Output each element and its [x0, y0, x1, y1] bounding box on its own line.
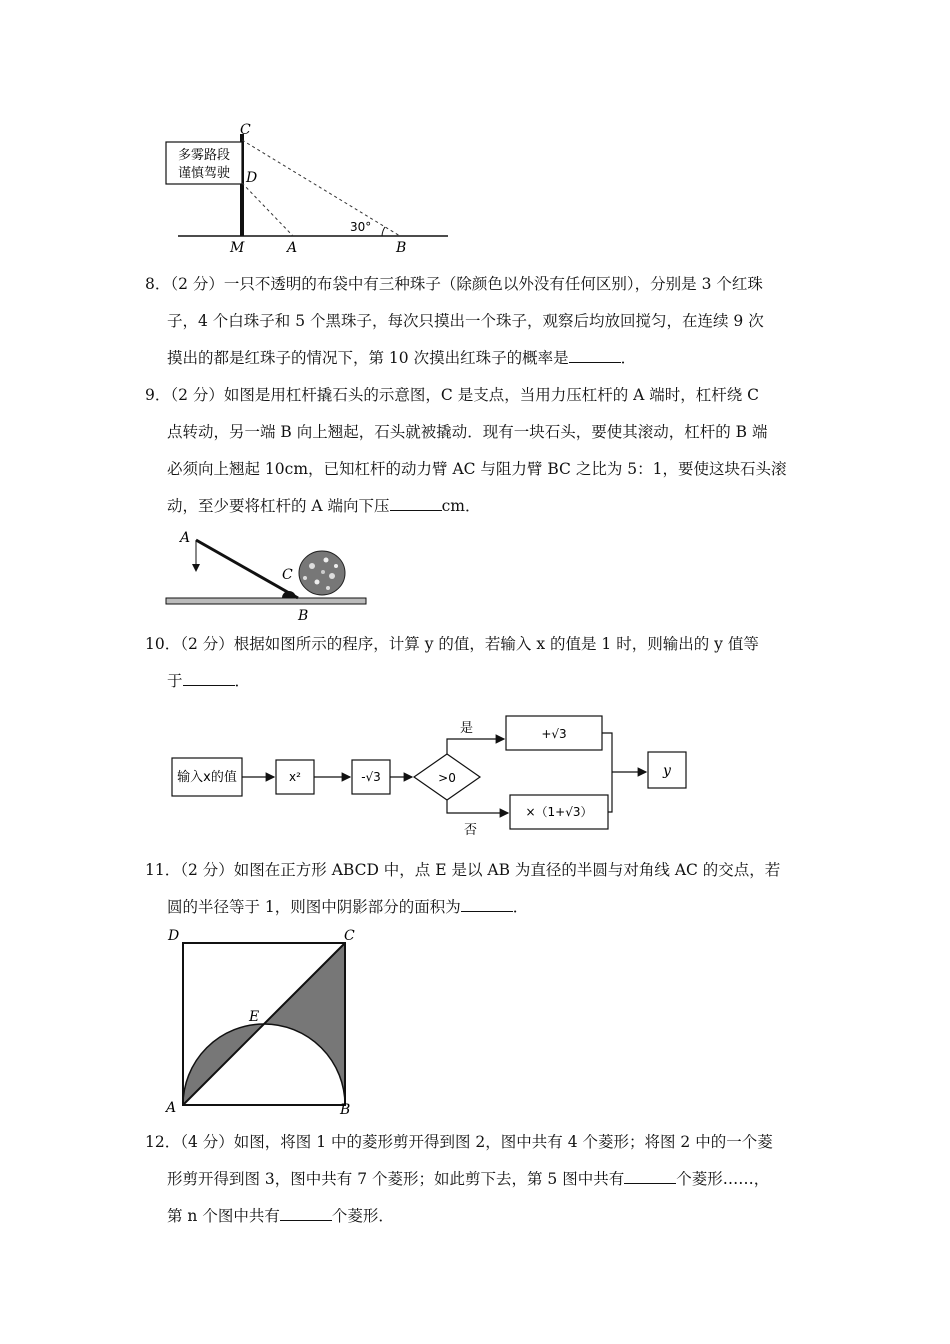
- q9-score: （2 分）: [170, 386, 224, 404]
- square-label-e: E: [249, 1009, 260, 1025]
- q12-score: （4 分）: [180, 1133, 234, 1151]
- q11-number: 11．: [145, 861, 181, 879]
- flowchart-figure: [160, 712, 700, 840]
- q8-score: （2 分）: [170, 275, 224, 293]
- lever-figure: [160, 528, 380, 624]
- q11-end: ．: [512, 898, 529, 916]
- q8-answer-blank[interactable]: [569, 348, 621, 363]
- sign-text-2: 谨慎驾驶: [177, 166, 231, 181]
- square-label-d: D: [168, 928, 180, 944]
- q10-score: （2 分）: [180, 635, 234, 653]
- q11-line2: 圆的半径等于 1，则图中阴影部分的面积为: [167, 898, 461, 916]
- q8-end: ．: [620, 349, 637, 367]
- q8-line1: 一只不透明的布袋中有三种珠子（除颜色以外没有任何区别），分别是 3 个红珠: [223, 275, 763, 293]
- flow-output: y: [663, 763, 671, 779]
- q10-answer-blank[interactable]: [183, 671, 235, 686]
- flow-no: 否: [464, 823, 478, 838]
- flow-input: 输入x的值: [177, 770, 237, 785]
- q9-number: 9．: [145, 386, 171, 404]
- q10-line1: 根据如图所示的程序，计算 y 的值，若输入 x 的值是 1 时，则输出的 y 值等: [233, 635, 759, 653]
- q10-end: ．: [234, 672, 251, 690]
- question-10: [145, 626, 810, 700]
- q9-line2: 点转动，另一端 B 向上翘起，石头就被撬动．现有一块石头，要使其滚动，杠杆的 B 端: [167, 423, 768, 441]
- q12-answer-blank-2[interactable]: [280, 1206, 332, 1221]
- question-12: [145, 1124, 810, 1235]
- q9-line1: 如图是用杠杆撬石头的示意图，C 是支点，当用力压杠杆的 A 端时，杠杆绕 C: [223, 386, 760, 404]
- lever-label-b: B: [298, 608, 309, 624]
- q9-line4: 动，至少要将杠杆的 A 端向下压: [167, 497, 390, 515]
- flow-condition: >0: [438, 771, 456, 785]
- q12-line3a: 第 n 个图中共有: [167, 1207, 280, 1225]
- label-b: B: [396, 240, 407, 256]
- question-11: [145, 852, 810, 926]
- square-label-c: C: [344, 928, 355, 944]
- q8-line3: 摸出的都是红珠子的情况下，第 10 次摸出红珠子的概率是: [167, 349, 569, 367]
- q11-line1: 如图在正方形 ABCD 中，点 E 是以 AB 为直径的半圆与对角线 AC 的交点，若: [233, 861, 781, 879]
- q8-number: 8．: [145, 275, 171, 293]
- flow-times: ×（1+√3）: [525, 805, 593, 819]
- q10-line2: 于: [167, 672, 183, 690]
- q12-answer-blank-1[interactable]: [624, 1169, 676, 1184]
- lever-label-a: A: [180, 530, 191, 546]
- q9-end: cm．: [441, 497, 481, 515]
- q9-line3: 必须向上翘起 10cm，已知杠杆的动力臂 AC 与阻力臂 BC 之比为 5：1，要使这块石头滚: [167, 460, 787, 478]
- square-figure: [162, 924, 362, 1119]
- square-label-b: B: [340, 1102, 351, 1118]
- lever-label-c: C: [282, 567, 293, 583]
- fog-sign-figure: [160, 120, 460, 260]
- q12-line3b: 个菱形．: [331, 1207, 394, 1225]
- label-m: M: [230, 240, 245, 256]
- q12-line2a: 形剪开得到图 3，图中共有 7 个菱形；如此剪下去，第 5 图中共有: [167, 1170, 625, 1188]
- label-a: A: [287, 240, 298, 256]
- q10-number: 10．: [145, 635, 181, 653]
- q11-score: （2 分）: [180, 861, 234, 879]
- label-d: D: [246, 170, 258, 186]
- q8-line2: 子，4 个白珠子和 5 个黑珠子，每次只摸出一个珠子，观察后均放回搅匀，在连续 9 次: [167, 312, 764, 330]
- sign-text-1: 多雾路段: [177, 148, 231, 163]
- square-label-a: A: [166, 1100, 177, 1116]
- flow-minus: -√3: [361, 770, 381, 784]
- question-9: [145, 377, 810, 525]
- q12-line2b: 个菱形……，: [676, 1170, 770, 1188]
- flow-plus: +√3: [541, 727, 567, 741]
- question-8: [145, 266, 810, 377]
- flow-yes: 是: [460, 721, 474, 736]
- q9-answer-blank[interactable]: [390, 496, 442, 511]
- flow-square: x²: [289, 770, 301, 784]
- q12-number: 12．: [145, 1133, 181, 1151]
- q12-line1: 如图，将图 1 中的菱形剪开得到图 2，图中共有 4 个菱形；将图 2 中的一个菱: [233, 1133, 773, 1151]
- label-c: C: [240, 122, 251, 138]
- q11-answer-blank[interactable]: [461, 897, 513, 912]
- angle-label: 30°: [350, 220, 372, 234]
